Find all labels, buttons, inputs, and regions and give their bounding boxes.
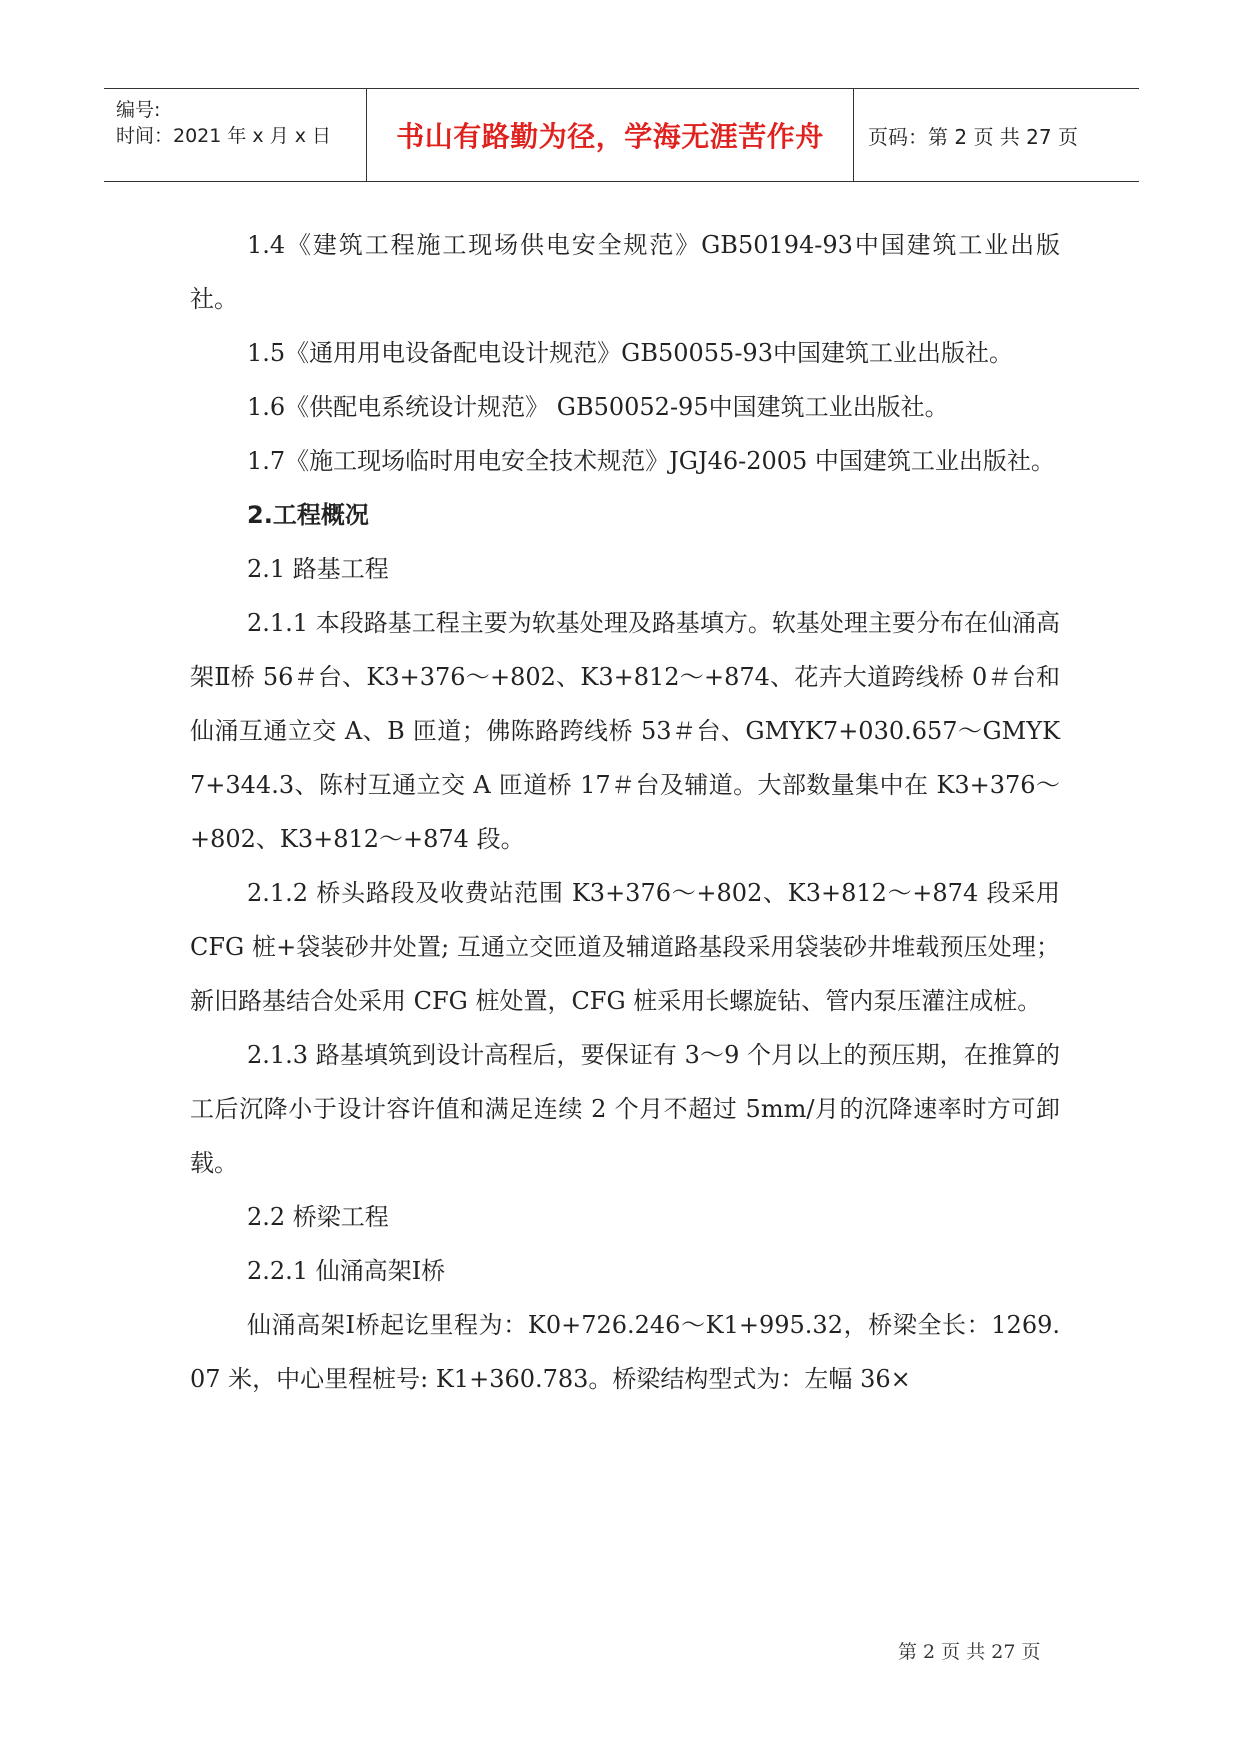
header-page-label: 页码：第 2 页 共 27 页 [868, 124, 1078, 149]
document-number-label: 编号: [116, 99, 161, 121]
header-motto-cell [367, 89, 854, 181]
subsection-heading-2-2-1: 2.2.1 仙涌高架Ⅰ桥 [247, 1257, 446, 1285]
header-page-cell [854, 89, 1139, 181]
header-motto: 书山有路勤为径，学海无涯苦作舟 [396, 120, 824, 153]
paragraph-bridge-description: 仙涌高架Ⅰ桥起讫里程为：K0+726.246～K1+995.32，桥梁全长：1269.07 米，中心里程桩号: K1+360.783。桥梁结构型式为：左幅 36× [190, 1311, 1060, 1393]
document-body [190, 218, 1060, 1406]
page-footer: 第 2 页 共 27 页 [898, 1641, 1041, 1663]
subsection-heading-2-1: 2.1 路基工程 [247, 555, 389, 583]
page-header [104, 88, 1139, 182]
paragraph-2-1-1: 2.1.1 本段路基工程主要为软基处理及路基填方。软基处理主要分布在仙涌高架Ⅱ桥 56＃台、K3+376～+802、K3+812～+874、花卉大道跨线桥 0＃台和仙涌互通立交 A、B 匝道；佛陈路跨线桥 53＃台、GMYK7+030.657～GMYK7+344.3、陈村互通立交 A 匝道桥 17＃台及辅道。大部数量集中在 K3+376～+802、K3+812～+874 段。 [190, 609, 1060, 853]
paragraph-1-4: 1.4《建筑工程施工现场供电安全规范》GB50194-93中国建筑工业出版社。 [190, 231, 1060, 313]
paragraph-1-6: 1.6《供配电系统设计规范》 GB50052-95中国建筑工业出版社。 [247, 393, 949, 421]
subsection-heading-2-2: 2.2 桥梁工程 [247, 1203, 389, 1231]
paragraph-1-5: 1.5《通用用电设备配电设计规范》GB50055-93中国建筑工业出版社。 [247, 339, 1013, 367]
header-meta-cell [104, 89, 367, 181]
paragraph-2-1-3: 2.1.3 路基填筑到设计高程后，要保证有 3～9 个月以上的预压期，在推算的工后沉降小于设计容许值和满足连续 2 个月不超过 5mm/月的沉降速率时方可卸载。 [190, 1041, 1060, 1177]
paragraph-2-1-2: 2.1.2 桥头路段及收费站范围 K3+376～+802、K3+812～+874 段采用 CFG 桩+袋装砂井处置; 互通立交匝道及辅道路基段采用袋装砂井堆载预压处理；新旧路基结合处采用 CFG 桩处置，CFG 桩采用长螺旋钻、管内泵压灌注成桩。 [190, 879, 1060, 1015]
paragraph-1-7: 1.7《施工现场临时用电安全技术规范》JGJ46-2005 中国建筑工业出版社。 [247, 447, 1055, 475]
section-heading-2: 2.工程概况 [247, 501, 369, 529]
document-time-label: 时间：2021 年 x 月 x 日 [116, 125, 332, 147]
